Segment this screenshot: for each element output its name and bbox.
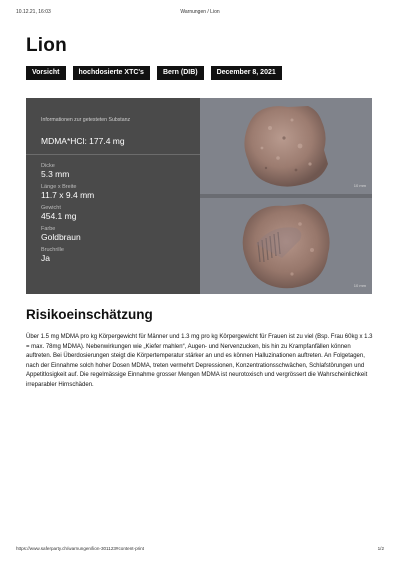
color-value: Goldbraun xyxy=(41,232,81,242)
tag-date[interactable]: December 8, 2021 xyxy=(211,66,282,80)
info-heading: Informationen zur getesteten Substanz xyxy=(41,117,131,123)
print-page-number: 1/2 xyxy=(377,546,384,551)
tag-list xyxy=(26,66,282,80)
weight-value: 454.1 mg xyxy=(41,211,77,221)
photo-scale-top: 10 mm xyxy=(353,183,366,188)
tag-location[interactable]: Bern (DIB) xyxy=(157,66,204,80)
pill-back-image xyxy=(200,198,372,294)
print-url[interactable]: https://www.saferparty.ch/warnungen/lion-301123#content-print xyxy=(16,546,145,551)
score-line-label: Bruchrille xyxy=(41,247,64,253)
pill-photo-front xyxy=(200,98,372,194)
pill-photo-back xyxy=(200,198,372,294)
substance-panel xyxy=(26,98,372,294)
print-date: 10.12.21, 16:03 xyxy=(16,9,51,15)
print-page-title: Warnungen / Lion xyxy=(180,9,220,15)
weight-label: Gewicht xyxy=(41,205,61,211)
dimensions-label: Länge x Breite xyxy=(41,184,77,190)
risk-assessment-heading: Risikoeinschätzung xyxy=(26,307,153,322)
print-header xyxy=(16,9,384,17)
score-line-value: Ja xyxy=(41,253,50,263)
dimensions-value: 11.7 x 9.4 mm xyxy=(41,190,95,200)
pill-front-image xyxy=(200,98,372,194)
substance-amount: MDMA*HCl: 177.4 mg xyxy=(41,136,125,146)
thickness-value: 5.3 mm xyxy=(41,169,70,179)
risk-assessment-text: Über 1.5 mg MDMA pro kg Körpergewicht für Männer und 1.3 mg pro kg Körpergewicht für Frauen ist zu viel (Bsp. Frau 60kg x 1.3 = max. 78mg MDMA). Nebenwirkungen wie „Kiefer mahlen“, Augen- und Nervenzucken, bis hin zu Krampfanfällen können auftreten. Bei Überdosierungen steigt die Körpertemperatur stärker an und es können Halluzinationen auftreten. An Folgetagen, nach der Einnahme solch hoher Dosen MDMA, treten vermehrt Depressionen, Konzentrationsschwächen, Schlafstörungen und Appetitlosigkeit auf. Die regelmässige Einnahme grosser Mengen MDMA ist neurotoxisch und vergrössert die Wahrscheinlichkeit irreparabler Hirnschäden. xyxy=(26,334,373,388)
print-footer xyxy=(16,546,384,554)
info-divider xyxy=(26,154,200,155)
photo-scale-bottom: 10 mm xyxy=(353,283,366,288)
pill-photos xyxy=(200,98,372,294)
substance-info xyxy=(26,98,200,294)
tag-category[interactable]: hochdosierte XTC's xyxy=(73,66,150,80)
thickness-label: Dicke xyxy=(41,163,55,169)
color-label: Farbe xyxy=(41,226,56,232)
tag-warning-level[interactable]: Vorsicht xyxy=(26,66,66,80)
page-title: Lion xyxy=(26,35,67,56)
